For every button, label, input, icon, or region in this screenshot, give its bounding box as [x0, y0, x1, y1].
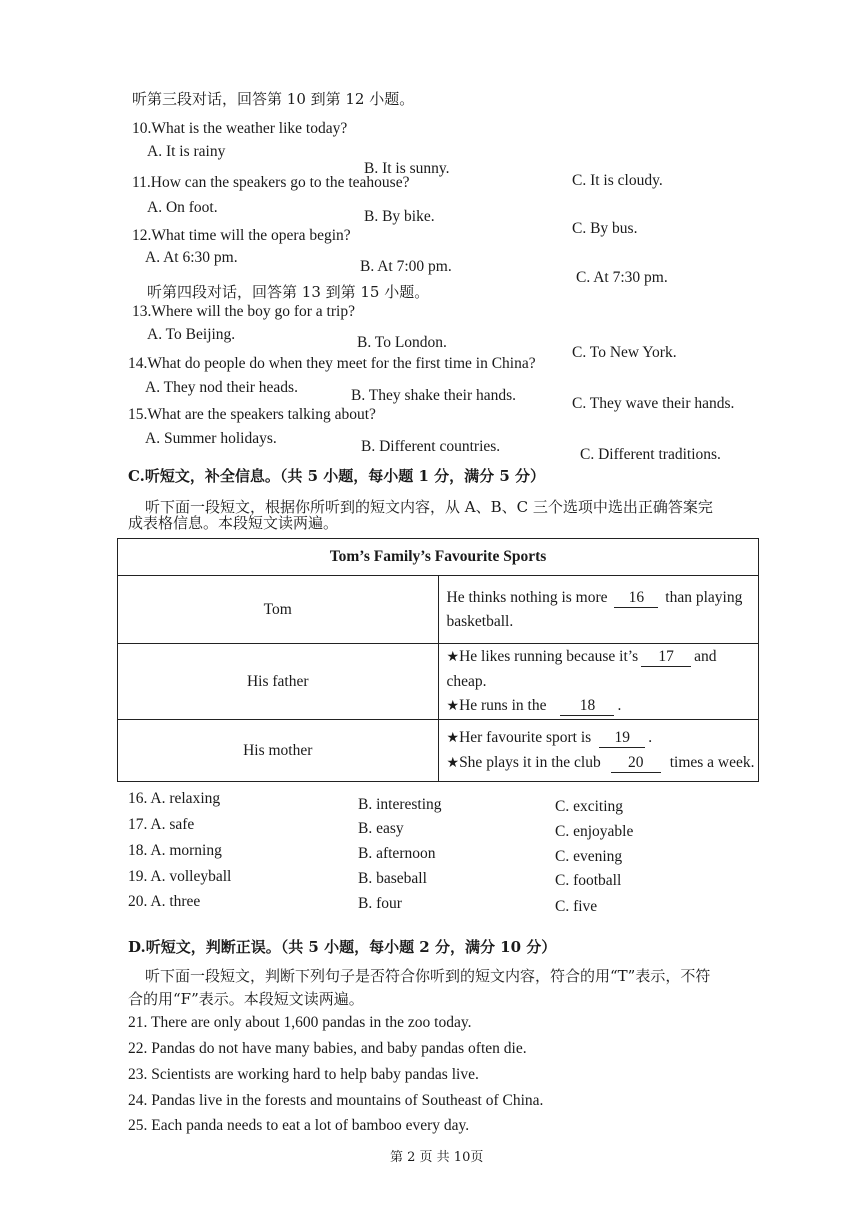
section-b4-intro: 听第四段对话，回答第 13 到第 15 小题。	[147, 283, 430, 301]
section-d-heading: D.听短文，判断正误。（共 5 小题，每小题 2 分，满分 10 分）	[128, 938, 557, 956]
option-19-a: 19. A. volleyball	[128, 868, 232, 885]
blank-16: 16	[614, 589, 658, 608]
row-content-mother	[438, 720, 759, 782]
row-content-tom	[438, 576, 759, 644]
father-line1-post: and cheap.	[446, 647, 717, 690]
section-d-instruction-2: 合的用“F”表示。本段短文读两遍。	[128, 990, 364, 1008]
blank-20: 20	[611, 754, 661, 773]
q11-stem: 11.How can the speakers go to the teahouse?	[132, 174, 410, 191]
statement-22: 22. Pandas do not have many babies, and baby pandas often die.	[128, 1040, 527, 1057]
star-icon: ★	[446, 755, 460, 771]
option-18-c: C. evening	[555, 848, 623, 865]
q10-option-b: B. It is sunny.	[364, 160, 450, 177]
option-17-c: C. enjoyable	[555, 823, 634, 840]
option-20-c: C. five	[555, 898, 598, 915]
q12-option-c: C. At 7:30 pm.	[576, 269, 668, 286]
option-16-c: C. exciting	[555, 798, 624, 815]
statement-24: 24. Pandas live in the forests and mountains of Southeast of China.	[128, 1092, 544, 1109]
section-b3-intro: 听第三段对话，回答第 10 到第 12 小题。	[132, 90, 415, 108]
q11-option-c: C. By bus.	[572, 220, 638, 237]
page-number: 第 2 页 共 10页	[390, 1150, 484, 1165]
q12-option-a: A. At 6:30 pm.	[145, 249, 238, 266]
q11-option-b: B. By bike.	[364, 208, 435, 225]
q13-option-c: C. To New York.	[572, 344, 677, 361]
row-label-mother: His mother	[118, 720, 439, 782]
q15-option-c: C. Different traditions.	[580, 446, 721, 463]
favourite-sports-table	[117, 538, 759, 782]
q13-stem: 13.Where will the boy go for a trip?	[132, 303, 355, 320]
q13-option-a: A. To Beijing.	[147, 326, 236, 343]
tom-text-post: than playing basketball.	[446, 588, 743, 630]
statement-21: 21. There are only about 1,600 pandas in the zoo today.	[128, 1014, 472, 1031]
q12-stem: 12.What time will the opera begin?	[132, 227, 351, 244]
q10-stem: 10.What is the weather like today?	[132, 120, 348, 137]
option-16-b: B. interesting	[358, 796, 442, 813]
father-line2-pre: He runs in the	[459, 696, 547, 714]
statement-23: 23. Scientists are working hard to help baby pandas live.	[128, 1066, 479, 1083]
option-19-b: B. baseball	[358, 870, 427, 887]
q13-option-b: B. To London.	[357, 334, 447, 351]
mother-line2-pre: She plays it in the club	[459, 753, 601, 771]
row-label-tom: Tom	[118, 576, 439, 644]
q14-option-a: A. They nod their heads.	[145, 379, 298, 396]
star-icon: ★	[446, 730, 460, 746]
mother-line1-post: .	[648, 728, 653, 746]
option-17-a: 17. A. safe	[128, 816, 195, 833]
option-20-b: B. four	[358, 895, 402, 912]
section-d-instruction-1: 听下面一段短文，判断下列句子是否符合你听到的短文内容，符合的用“T”表示，不符	[145, 967, 711, 985]
q12-option-b: B. At 7:00 pm.	[360, 258, 452, 275]
mother-line2-post: times a week.	[669, 753, 755, 771]
star-icon: ★	[446, 698, 460, 714]
option-18-b: B. afternoon	[358, 845, 436, 862]
option-16-a: 16. A. relaxing	[128, 790, 221, 807]
tom-text-pre: He thinks nothing is more	[446, 588, 608, 606]
section-c-instruction-1: 听下面一段短文，根据你所听到的短文内容，从 A、B、C 三个选项中选出正确答案完	[145, 498, 713, 516]
row-label-father: His father	[118, 644, 439, 720]
option-18-a: 18. A. morning	[128, 842, 222, 859]
mother-line1-pre: Her favourite sport is	[459, 728, 592, 746]
q14-option-b: B. They shake their hands.	[351, 387, 517, 404]
statement-25: 25. Each panda needs to eat a lot of bamboo every day.	[128, 1117, 470, 1134]
blank-19: 19	[599, 729, 645, 748]
q15-option-b: B. Different countries.	[361, 438, 501, 455]
row-content-father	[438, 644, 759, 720]
star-icon: ★	[446, 649, 460, 665]
table-title: Tom’s Family’s Favourite Sports	[118, 539, 759, 576]
q14-stem: 14.What do people do when they meet for the first time in China?	[128, 355, 536, 372]
father-line1-pre: He likes running because it’s	[459, 647, 639, 665]
option-17-b: B. easy	[358, 820, 404, 837]
q10-option-a: A. It is rainy	[147, 143, 226, 160]
option-19-c: C. football	[555, 872, 622, 889]
q10-option-c: C. It is cloudy.	[572, 172, 663, 189]
q14-option-c: C. They wave their hands.	[572, 395, 735, 412]
q15-option-a: A. Summer holidays.	[145, 430, 277, 447]
blank-18: 18	[560, 697, 614, 716]
father-line2-post: .	[617, 696, 622, 714]
q15-stem: 15.What are the speakers talking about?	[128, 406, 376, 423]
option-20-a: 20. A. three	[128, 893, 201, 910]
blank-17: 17	[641, 648, 691, 667]
section-c-instruction-2: 成表格信息。本段短文读两遍。	[128, 514, 339, 532]
q11-option-a: A. On foot.	[147, 199, 218, 216]
section-c-heading: C.听短文，补全信息。（共 5 小题，每小题 1 分，满分 5 分）	[128, 467, 546, 485]
